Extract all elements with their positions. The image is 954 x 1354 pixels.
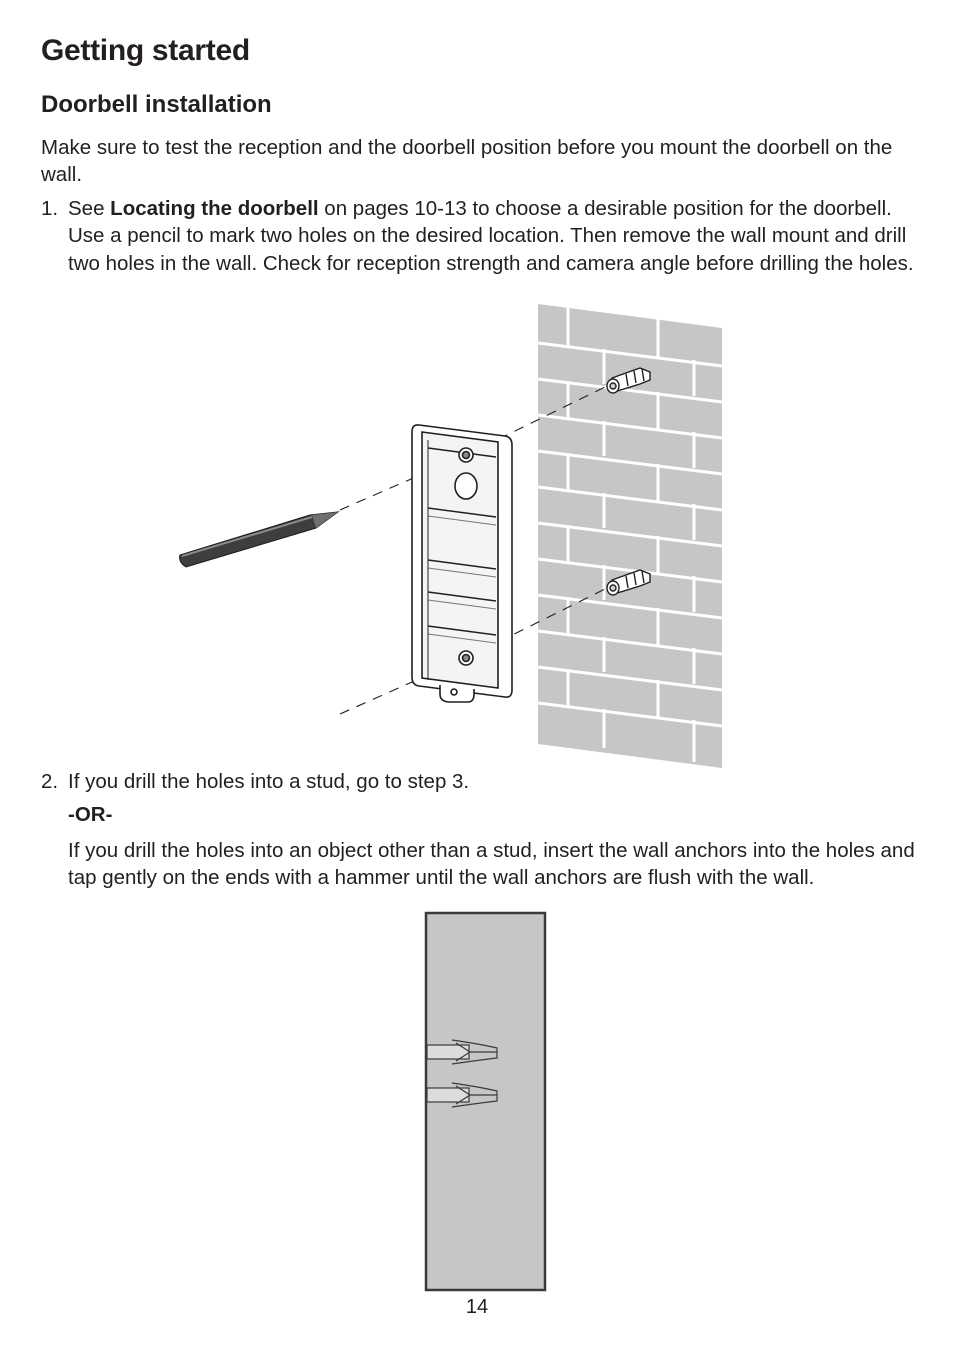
flush-anchor-illustration [420, 908, 550, 1298]
step-2 [41, 768, 921, 795]
section-title: Doorbell installation [41, 91, 272, 118]
step-text: If you drill the holes into a stud, go to step 3. [68, 770, 470, 793]
step-text [68, 195, 921, 277]
step-number: 1. [41, 197, 59, 220]
step-1 [41, 195, 921, 277]
mounting-illustration [170, 300, 740, 775]
step-text-prefix: See [68, 197, 111, 220]
pencil-icon [180, 512, 338, 567]
step-2-alternative-text: If you drill the holes into an object other than a stud, insert the wall anchors into the holes and tap gently on the ends with a hammer until the wall anchors are flush with the wall. [68, 839, 915, 890]
or-label: -OR- [68, 803, 113, 826]
wall-mount-bracket [412, 425, 512, 702]
step-number: 2. [41, 770, 59, 793]
page-title: Getting started [41, 34, 250, 67]
cross-reference: Locating the doorbell [110, 197, 319, 220]
page-number: 14 [465, 1296, 489, 1318]
intro-paragraph: Make sure to test the reception and the doorbell position before you mount the doorbell on the wall. [41, 136, 893, 187]
step-text-suffix: on pages 10-13 to choose a desirable position for the doorbell. Use a pencil to mark two holes on the desired location. Then remove the wall mount and drill two holes in the wall. Check for reception strength and camera angle before drilling the holes. [68, 197, 914, 275]
